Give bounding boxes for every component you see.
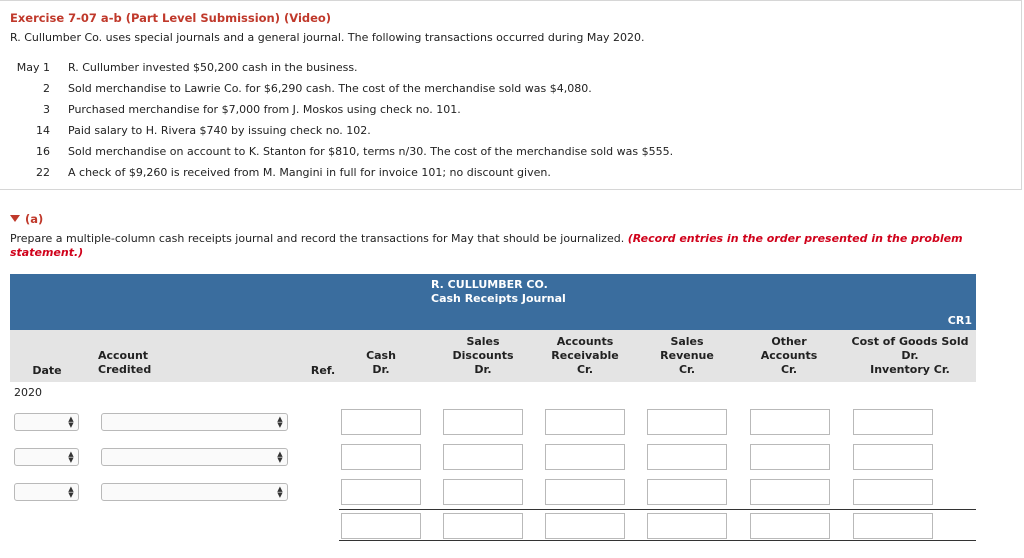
cash-dr-input[interactable]: [341, 479, 421, 505]
select-arrows-icon: ▲ ▼: [68, 415, 74, 429]
instruction-text: Prepare a multiple-column cash receipts journal and record the transactions for May that should be journalized.: [10, 232, 625, 245]
cash-dr-input[interactable]: [341, 444, 421, 470]
select-arrows-icon: ▲ ▼: [277, 415, 283, 429]
discounts-total-input[interactable]: [443, 513, 523, 539]
transaction-row: [0, 61, 1022, 82]
revenue-total-input[interactable]: [647, 513, 727, 539]
other-accounts-input[interactable]: [750, 409, 830, 435]
transaction-row: [0, 166, 1022, 187]
journal-year: 2020: [14, 386, 42, 399]
date-select[interactable]: [14, 448, 79, 466]
cogs-inventory-input[interactable]: [853, 479, 933, 505]
transaction-date: 3: [43, 103, 50, 116]
journal-company: R. CULLUMBER CO.: [431, 278, 548, 291]
journal-name: Cash Receipts Journal: [431, 292, 566, 305]
select-arrows-icon: ▲ ▼: [68, 485, 74, 499]
cash-total-input[interactable]: [341, 513, 421, 539]
transaction-date: May 1: [16, 61, 50, 74]
col-cash: Cash Dr.: [366, 349, 396, 376]
sales-revenue-input[interactable]: [647, 409, 727, 435]
transaction-row: [0, 124, 1022, 145]
problem-statement: [0, 0, 1022, 190]
transaction-description: Paid salary to H. Rivera $740 by issuing check no. 102.: [68, 124, 371, 137]
accounts-receivable-input[interactable]: [545, 409, 625, 435]
accounts-receivable-input[interactable]: [545, 479, 625, 505]
cogs-inventory-input[interactable]: [853, 409, 933, 435]
sales-revenue-input[interactable]: [647, 479, 727, 505]
date-select[interactable]: [14, 483, 79, 501]
transaction-description: Sold merchandise on account to K. Stanton for $810, terms n/30. The cost of the merchandise sold was $555.: [68, 145, 674, 158]
transaction-description: Purchased merchandise for $7,000 from J. Moskos using check no. 101.: [68, 103, 461, 116]
transaction-row: [0, 103, 1022, 124]
instruction-hint: (Record entries in the order presented in the problem statement.): [10, 232, 963, 259]
select-arrows-icon: ▲ ▼: [277, 450, 283, 464]
transaction-date: 14: [36, 124, 50, 137]
transaction-description: R. Cullumber invested $50,200 cash in the business.: [68, 61, 358, 74]
col-accounts-receivable: Accounts Receivable Cr.: [551, 335, 619, 376]
other-accounts-input[interactable]: [750, 444, 830, 470]
part-instruction: [10, 232, 1015, 260]
cogs-inventory-input[interactable]: [853, 444, 933, 470]
sales-discounts-input[interactable]: [443, 479, 523, 505]
other-accounts-input[interactable]: [750, 479, 830, 505]
exercise-title: Exercise 7-07 a-b (Part Level Submission) (Video): [10, 11, 332, 25]
account-select[interactable]: [101, 483, 288, 501]
account-select[interactable]: [101, 448, 288, 466]
sales-discounts-input[interactable]: [443, 409, 523, 435]
transaction-list: [0, 61, 1022, 187]
journal-column-headers: [10, 330, 976, 382]
transaction-date: 16: [36, 145, 50, 158]
transaction-date: 22: [36, 166, 50, 179]
col-date: Date: [32, 364, 62, 377]
col-sales-discounts: Sales Discounts Dr.: [452, 335, 514, 376]
transaction-row: [0, 145, 1022, 166]
date-select[interactable]: [14, 413, 79, 431]
exercise-intro: R. Cullumber Co. uses special journals and a general journal. The following transactions occurred during May 2020.: [10, 31, 645, 44]
sales-revenue-input[interactable]: [647, 444, 727, 470]
select-arrows-icon: ▲ ▼: [277, 485, 283, 499]
part-a-toggle[interactable]: [10, 212, 43, 226]
journal-page-ref: CR1: [947, 314, 972, 327]
other-total-input[interactable]: [750, 513, 830, 539]
transaction-row: [0, 82, 1022, 103]
transaction-date: 2: [43, 82, 50, 95]
sales-discounts-input[interactable]: [443, 444, 523, 470]
col-other-accounts: Other Accounts Cr.: [760, 335, 818, 376]
ar-total-input[interactable]: [545, 513, 625, 539]
transaction-description: A check of $9,260 is received from M. Mangini in full for invoice 101; no discount given.: [68, 166, 551, 179]
total-rule: [339, 540, 976, 541]
col-sales-revenue: Sales Revenue Cr.: [660, 335, 714, 376]
col-ref: Ref.: [310, 364, 336, 377]
journal-header: [10, 274, 976, 330]
cogs-total-input[interactable]: [853, 513, 933, 539]
transaction-description: Sold merchandise to Lawrie Co. for $6,290 cash. The cost of the merchandise sold was $4,080.: [68, 82, 592, 95]
col-account-credited: Account Credited: [98, 349, 152, 376]
cash-dr-input[interactable]: [341, 409, 421, 435]
part-label: (a): [25, 212, 44, 226]
select-arrows-icon: ▲ ▼: [68, 450, 74, 464]
accounts-receivable-input[interactable]: [545, 444, 625, 470]
col-cogs-inventory: Cost of Goods Sold Dr. Inventory Cr.: [851, 335, 969, 376]
collapse-triangle-icon: [10, 215, 20, 222]
account-select[interactable]: [101, 413, 288, 431]
total-rule: [339, 509, 976, 510]
